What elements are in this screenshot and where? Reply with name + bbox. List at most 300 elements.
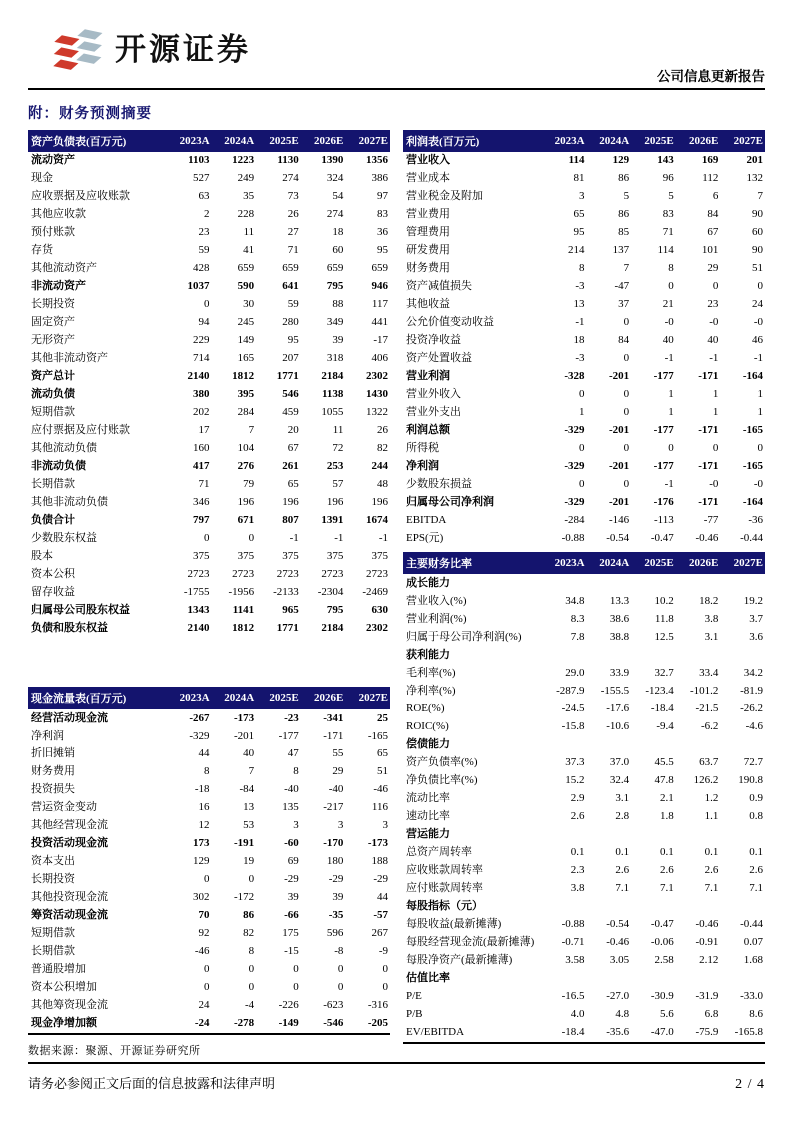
row-value: 67 — [707, 226, 719, 239]
row-label: 其他非流动资产 — [31, 352, 108, 365]
row-value: 63.7 — [699, 756, 719, 769]
row-value: -341 — [323, 711, 344, 724]
row-value: 190.8 — [738, 774, 763, 787]
row-value-empty — [676, 898, 721, 916]
row-value: -66 — [284, 909, 299, 922]
row-value: 30 — [243, 298, 255, 311]
row-value: 1812 — [232, 370, 255, 383]
row-value: 349 — [326, 316, 344, 329]
row-value: 60 — [332, 244, 344, 257]
table-section-row — [403, 826, 765, 844]
row-value: 35 — [243, 190, 255, 203]
row-value: 4.0 — [570, 1007, 585, 1020]
row-value: 41 — [243, 244, 255, 257]
row-value-empty — [542, 736, 587, 754]
row-value: 0 — [579, 441, 585, 454]
row-value: 244 — [371, 459, 388, 472]
row-value: 3 — [579, 190, 585, 203]
table-row — [28, 943, 390, 961]
row-value: 86 — [618, 172, 630, 185]
row-value: 0 — [293, 963, 299, 976]
row-label: 获利能力 — [406, 648, 450, 661]
row-label: 其他应收款 — [31, 208, 86, 221]
row-value: 72 — [332, 441, 344, 454]
table-row — [403, 206, 765, 224]
row-value: 33.4 — [699, 666, 719, 679]
row-value: 39 — [332, 334, 344, 347]
row-value: 26 — [287, 208, 299, 221]
row-value: 0 — [248, 981, 255, 994]
row-value: 55 — [332, 747, 344, 760]
row-value: -0.47 — [650, 531, 674, 544]
row-value: 104 — [237, 441, 255, 454]
row-value: 1037 — [187, 280, 210, 293]
row-value: 2.58 — [654, 954, 674, 967]
row-value: 274 — [326, 208, 344, 221]
row-value: 201 — [746, 154, 763, 167]
row-label: 存货 — [31, 244, 53, 257]
table-row — [28, 188, 390, 206]
row-value: 0 — [712, 441, 719, 454]
row-value: -1956 — [228, 585, 255, 598]
row-label: 折旧摊销 — [31, 747, 75, 760]
row-value: 284 — [237, 405, 255, 418]
row-value: -36 — [748, 513, 763, 526]
row-value: 196 — [282, 495, 299, 508]
row-label: 应收票据及应收账款 — [31, 190, 130, 203]
row-label: 营业收入(%) — [406, 594, 467, 607]
row-value: 1 — [712, 405, 719, 418]
row-value: 88 — [332, 298, 344, 311]
row-value: -15 — [284, 945, 299, 958]
row-label: 总资产周转率 — [406, 846, 472, 859]
row-value: 228 — [237, 208, 255, 221]
row-label: 长期借款 — [31, 945, 75, 958]
row-value-empty — [631, 970, 676, 988]
row-value: 7 — [248, 423, 255, 436]
row-label: 经营活动现金流 — [31, 711, 108, 724]
row-value: -329 — [564, 459, 585, 472]
row-value: 71 — [198, 477, 210, 490]
row-value: 1141 — [232, 603, 255, 616]
row-value: 129 — [612, 154, 630, 167]
row-value: -149 — [278, 1017, 299, 1030]
table-row — [28, 907, 390, 925]
row-value-empty — [631, 826, 676, 844]
row-value: 630 — [371, 603, 388, 616]
row-label: 流动比率 — [406, 792, 450, 805]
row-label: 每股收益(最新摊薄) — [406, 918, 502, 931]
row-value: 2723 — [366, 567, 388, 580]
row-value: 29 — [707, 262, 719, 275]
row-value: 0 — [248, 873, 255, 886]
row-value: 946 — [371, 280, 388, 293]
row-value: 8.3 — [570, 612, 585, 625]
row-value: -47 — [614, 280, 630, 293]
row-value-empty — [676, 970, 721, 988]
row-value: 83 — [662, 208, 674, 221]
row-value: 19.2 — [743, 594, 763, 607]
year-column-header: 2025E — [631, 552, 676, 574]
table-row — [403, 934, 765, 952]
row-value: 276 — [237, 459, 255, 472]
row-label: 归属母公司净利润 — [406, 495, 494, 508]
row-value: 2140 — [187, 621, 210, 634]
row-value: 0.1 — [615, 846, 630, 859]
row-value: 5 — [668, 190, 674, 203]
table-row — [28, 727, 390, 745]
row-value: 2140 — [187, 370, 210, 383]
row-value: 3.8 — [704, 612, 719, 625]
row-value: 15.2 — [565, 774, 585, 787]
row-value: -47.0 — [650, 1025, 674, 1038]
table-row — [28, 835, 390, 853]
row-value-empty — [720, 574, 765, 592]
row-value: -1 — [709, 352, 719, 365]
row-value-empty — [676, 646, 721, 664]
row-value: -3 — [575, 280, 585, 293]
row-value: 1103 — [188, 154, 210, 167]
row-value: 1356 — [366, 154, 388, 167]
report-header — [28, 22, 765, 90]
table-row — [403, 718, 765, 736]
row-value: 5 — [623, 190, 630, 203]
row-value-empty — [542, 646, 587, 664]
year-column-header: 2027E — [345, 130, 390, 152]
row-value-empty — [676, 574, 721, 592]
row-value: 714 — [193, 352, 210, 365]
row-label: 长期投资 — [31, 873, 75, 886]
row-label: 资本公积 — [31, 567, 75, 580]
row-value: -329 — [189, 729, 210, 742]
row-value: -40 — [284, 783, 299, 796]
table-row — [403, 880, 765, 898]
row-value: 97 — [377, 190, 388, 203]
row-label: 筹资活动现金流 — [31, 909, 108, 922]
row-value-empty — [587, 646, 632, 664]
row-label: P/B — [406, 1007, 423, 1020]
row-value: 23 — [198, 226, 210, 239]
row-value: 79 — [243, 477, 255, 490]
table-row — [28, 583, 390, 601]
row-value: 0 — [579, 477, 585, 490]
table-row — [403, 242, 765, 260]
row-value: 2.9 — [570, 792, 585, 805]
table-header-row — [28, 687, 390, 709]
row-label: 财务费用 — [406, 262, 450, 275]
table-row — [28, 170, 390, 188]
row-value-empty — [542, 826, 587, 844]
row-value: -172 — [233, 891, 255, 904]
year-column-header: 2026E — [301, 687, 346, 709]
row-value: 0 — [623, 477, 630, 490]
row-value: 0 — [623, 405, 630, 418]
row-value: -113 — [654, 513, 674, 526]
row-value: 3.05 — [609, 954, 630, 967]
row-value: 169 — [701, 154, 719, 167]
year-column-header: 2023A — [167, 687, 212, 709]
row-value: 8 — [668, 262, 674, 275]
row-value: -287.9 — [556, 684, 585, 697]
row-value: 96 — [662, 172, 674, 185]
row-value: -3 — [575, 352, 585, 365]
table-row — [28, 745, 390, 763]
row-value: 807 — [282, 513, 299, 526]
row-value: -165 — [367, 729, 388, 742]
row-value: 0.8 — [749, 810, 763, 823]
row-value: 11 — [332, 423, 344, 436]
row-value: 2723 — [321, 567, 344, 580]
row-value: 0 — [712, 280, 719, 293]
table-row — [403, 296, 765, 314]
row-value: 417 — [193, 459, 210, 472]
table-row — [403, 610, 765, 628]
row-value: 249 — [237, 172, 255, 185]
row-value: 84 — [707, 208, 719, 221]
row-value: 173 — [193, 837, 210, 850]
row-value: 1.68 — [743, 954, 763, 967]
row-value-empty — [587, 736, 632, 754]
row-value: 47 — [287, 747, 299, 760]
table-header-row — [28, 130, 390, 152]
row-label: 股本 — [31, 549, 53, 562]
row-value: -546 — [323, 1017, 344, 1030]
row-value: 8 — [248, 945, 255, 958]
table-row — [403, 952, 765, 970]
right-column — [403, 130, 765, 1044]
table-row — [28, 1015, 390, 1034]
row-label: 投资净收益 — [406, 334, 461, 347]
table-header-row — [403, 130, 765, 152]
row-value: 37.0 — [609, 756, 630, 769]
row-value: -176 — [653, 495, 674, 508]
row-value: 82 — [243, 927, 255, 940]
row-value: 2.6 — [749, 864, 763, 877]
table-row — [403, 386, 765, 404]
row-value: -191 — [233, 837, 255, 850]
table-row — [403, 332, 765, 350]
row-value: 86 — [243, 909, 255, 922]
row-label: 其他筹资现金流 — [31, 999, 108, 1012]
row-value: 3.8 — [570, 882, 585, 895]
row-value-empty — [631, 646, 676, 664]
row-label: 偿债能力 — [406, 738, 450, 751]
row-value: 1674 — [366, 513, 388, 526]
brand-logo — [52, 24, 251, 76]
row-value: -177 — [653, 423, 674, 436]
row-value: 0 — [757, 280, 763, 293]
row-value: 2723 — [187, 567, 210, 580]
row-value: 92 — [198, 927, 210, 940]
row-value: 126.2 — [693, 774, 719, 787]
row-value-empty — [542, 970, 587, 988]
row-value: 3.58 — [565, 954, 585, 967]
table-row — [28, 961, 390, 979]
row-value: -0 — [753, 316, 763, 329]
row-value: 18 — [332, 226, 344, 239]
table-row — [403, 511, 765, 529]
table-row — [28, 529, 390, 547]
row-value-empty — [587, 970, 632, 988]
row-value: 11.8 — [654, 612, 674, 625]
row-value: 0 — [668, 280, 674, 293]
row-value: -2304 — [317, 585, 344, 598]
row-value: 1138 — [321, 387, 344, 400]
page-number: 2 / 4 — [735, 1077, 765, 1092]
row-value: -0 — [664, 316, 674, 329]
table-row — [28, 224, 390, 242]
row-value: 1391 — [321, 513, 344, 526]
row-value: 143 — [657, 154, 674, 167]
brand-logo-icon — [52, 24, 106, 76]
row-value-empty — [631, 898, 676, 916]
row-value: -201 — [608, 459, 630, 472]
table-section-row — [403, 646, 765, 664]
row-value: -1 — [664, 352, 674, 365]
row-value: -18.4 — [650, 702, 674, 715]
row-value: 149 — [237, 334, 255, 347]
row-value: -29 — [328, 873, 344, 886]
row-label: 其他收益 — [406, 298, 450, 311]
row-value: 83 — [377, 208, 388, 221]
row-value: 90 — [752, 208, 763, 221]
table-row — [403, 440, 765, 458]
table-row — [28, 511, 390, 529]
row-label: 营业费用 — [406, 208, 450, 221]
row-value: 1 — [757, 405, 763, 418]
row-label: 所得税 — [406, 441, 439, 454]
table-row — [28, 475, 390, 493]
table-row — [28, 278, 390, 296]
row-label: 少数股东损益 — [406, 477, 472, 490]
table-row — [28, 565, 390, 583]
row-value: 11 — [243, 226, 255, 239]
row-value: 0 — [623, 316, 630, 329]
row-value: 10.2 — [654, 594, 674, 607]
row-value: 1430 — [366, 387, 388, 400]
row-value: 63 — [198, 190, 210, 203]
row-value: -226 — [278, 999, 299, 1012]
row-value-empty — [631, 574, 676, 592]
row-value: -0.71 — [561, 936, 585, 949]
row-label: 营运资金变动 — [31, 801, 97, 814]
row-value: -26.2 — [740, 702, 763, 715]
table-row — [403, 529, 765, 547]
row-value: 196 — [237, 495, 255, 508]
row-value: 27 — [287, 226, 299, 239]
row-value: 23 — [707, 298, 719, 311]
row-value: -8 — [334, 945, 344, 958]
row-value: -46 — [194, 945, 210, 958]
row-value: -2133 — [273, 585, 299, 598]
row-value: 2723 — [232, 567, 255, 580]
row-value: 441 — [371, 316, 388, 329]
table-row — [28, 979, 390, 997]
table-row — [28, 493, 390, 511]
row-value: 0 — [382, 981, 388, 994]
row-value: 1.8 — [660, 810, 674, 823]
row-value: 34.2 — [743, 666, 763, 679]
row-value: 280 — [282, 316, 299, 329]
table-row — [403, 314, 765, 332]
row-value: 659 — [282, 262, 299, 275]
row-value: 795 — [326, 603, 344, 616]
row-label: 流动负债 — [31, 387, 75, 400]
row-value: 590 — [237, 280, 255, 293]
year-column-header: 2024A — [587, 552, 632, 574]
row-value: -278 — [233, 1017, 255, 1030]
row-value: 0 — [623, 441, 630, 454]
row-value-empty — [720, 970, 765, 988]
row-value: 1390 — [321, 154, 344, 167]
table-row — [403, 152, 765, 170]
row-value: 59 — [287, 298, 299, 311]
row-value: 1343 — [187, 603, 210, 616]
row-label: 净利润 — [31, 729, 64, 742]
row-label: 应收账款周转率 — [406, 864, 483, 877]
row-value: 1 — [668, 387, 674, 400]
row-value: 54 — [332, 190, 344, 203]
row-value: 71 — [662, 226, 674, 239]
row-value: 0 — [623, 352, 630, 365]
row-value: 395 — [237, 387, 255, 400]
row-label: 估值比率 — [406, 972, 450, 985]
row-value: 112 — [702, 172, 719, 185]
table-row — [403, 664, 765, 682]
brand-name: 开源证券 — [115, 31, 251, 68]
row-value: -1 — [664, 477, 674, 490]
footer-disclaimer: 请务必参阅正文后面的信息披露和法律声明 — [28, 1076, 276, 1091]
row-value: 8 — [204, 765, 210, 778]
table-row — [403, 916, 765, 934]
row-value: 1 — [579, 405, 585, 418]
row-label: 其他经营现金流 — [31, 819, 108, 832]
row-value: 1.2 — [704, 792, 719, 805]
row-value: 375 — [237, 549, 255, 562]
row-value: 8.6 — [749, 1007, 763, 1020]
row-value: 85 — [618, 226, 630, 239]
table-title: 资产负债表(百万元) — [28, 130, 167, 152]
row-value: -0 — [753, 477, 763, 490]
row-value: -1 — [575, 316, 585, 329]
row-value: 965 — [282, 603, 299, 616]
row-value: 375 — [193, 549, 210, 562]
row-value: 3 — [293, 819, 299, 832]
table-row — [403, 808, 765, 826]
table-row — [28, 386, 390, 404]
row-value: -0.91 — [695, 936, 719, 949]
row-label: 其他投资现金流 — [31, 891, 108, 904]
row-value: -201 — [608, 370, 630, 383]
year-column-header: 2023A — [167, 130, 212, 152]
row-value: -164 — [742, 370, 763, 383]
row-value: -177 — [653, 459, 674, 472]
row-value: -31.9 — [695, 989, 719, 1002]
table-row — [403, 260, 765, 278]
row-value: -29 — [373, 873, 388, 886]
row-value: 0.1 — [660, 846, 674, 859]
row-value: -17 — [373, 334, 388, 347]
row-value: 39 — [332, 891, 344, 904]
row-value: -173 — [233, 711, 255, 724]
row-value: -0.44 — [740, 918, 763, 931]
row-value: -1 — [334, 531, 344, 544]
row-value: 0 — [204, 298, 210, 311]
row-value: 8 — [579, 262, 585, 275]
row-value: -0.46 — [606, 936, 630, 949]
row-label: 净负债比率(%) — [406, 774, 478, 787]
row-label: 无形资产 — [31, 334, 75, 347]
